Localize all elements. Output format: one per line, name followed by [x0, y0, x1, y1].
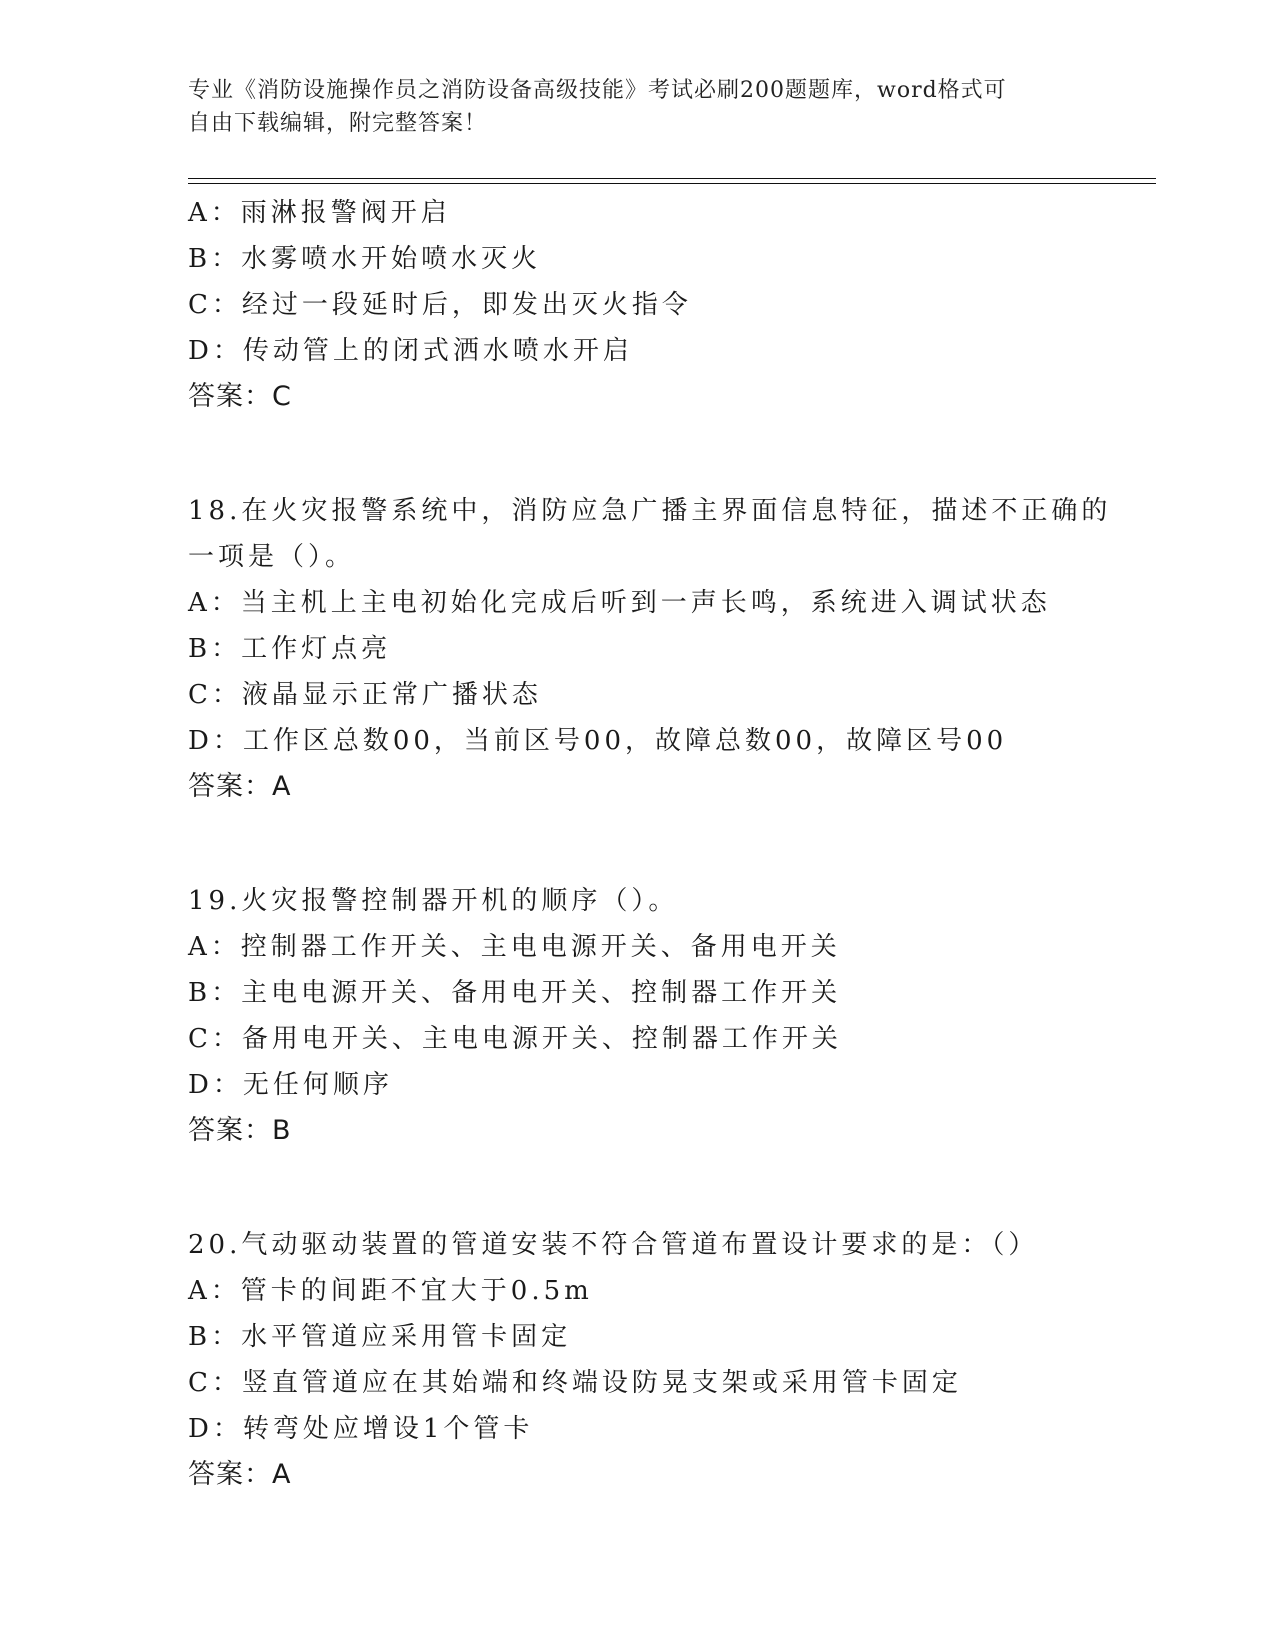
question-20	[188, 1222, 1108, 1498]
option-d: D：转弯处应增设1个管卡	[188, 1414, 534, 1444]
question-stem-cont: 一项是（）。	[188, 542, 356, 572]
question-18	[188, 488, 1112, 810]
option-a: A：控制器工作开关、主电电源开关、备用电开关	[188, 932, 841, 962]
question-17	[188, 190, 1108, 420]
answer: 答案：B	[188, 1115, 292, 1146]
answer: 答案：A	[188, 771, 292, 802]
header-line-1: 专业《消防设施操作员之消防设备高级技能》考试必刷200题题库，word格式可	[188, 78, 1007, 103]
option-d: D：传动管上的闭式洒水喷水开启	[188, 336, 633, 366]
option-a: A：当主机上主电初始化完成后听到一声长鸣，系统进入调试状态	[188, 588, 1051, 618]
option-b: B：工作灯点亮	[188, 634, 392, 664]
question-19	[188, 878, 1108, 1154]
option-a: A：雨淋报警阀开启	[188, 198, 451, 228]
option-c: C：备用电开关、主电电源开关、控制器工作开关	[188, 1024, 842, 1054]
option-c: C：液晶显示正常广播状态	[188, 680, 542, 710]
answer: 答案：C	[188, 381, 292, 412]
option-c: C：竖直管道应在其始端和终端设防晃支架或采用管卡固定	[188, 1368, 962, 1398]
answer: 答案：A	[188, 1459, 292, 1490]
option-c: C：经过一段延时后，即发出灭火指令	[188, 290, 692, 320]
option-d: D：无任何顺序	[188, 1070, 393, 1100]
option-b: B：主电电源开关、备用电开关、控制器工作开关	[188, 978, 842, 1008]
header-line-2: 自由下载编辑，附完整答案！	[188, 111, 488, 136]
header-rule-bottom	[188, 183, 1156, 184]
question-stem: 20.气动驱动装置的管道安装不符合管道布置设计要求的是：（）	[188, 1230, 1039, 1260]
option-b: B：水平管道应采用管卡固定	[188, 1322, 572, 1352]
option-b: B：水雾喷水开始喷水灭火	[188, 244, 542, 274]
document-header	[188, 74, 1088, 140]
question-list	[188, 190, 1112, 1498]
question-stem: 19.火灾报警控制器开机的顺序（）。	[188, 886, 679, 916]
question-stem: 18.在火灾报警系统中，消防应急广播主界面信息特征，描述不正确的	[188, 496, 1112, 526]
option-a: A：管卡的间距不宜大于0.5m	[188, 1276, 593, 1306]
header-rule-top	[188, 178, 1156, 179]
option-d: D：工作区总数00，当前区号00，故障总数00，故障区号00	[188, 726, 1008, 756]
